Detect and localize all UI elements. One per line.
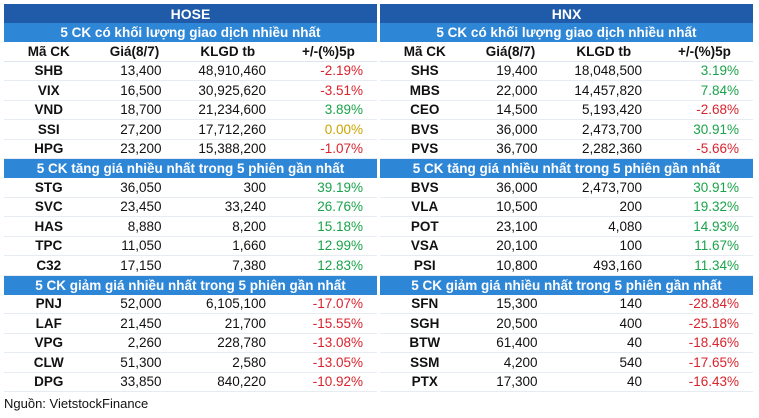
section-header (380, 159, 753, 179)
table-row (380, 314, 753, 334)
price-cell: 10,500 (470, 197, 552, 217)
stock-symbol: VLA (380, 197, 470, 217)
section-header (380, 275, 753, 295)
price-cell: 14,500 (470, 100, 552, 120)
volume-cell: 840,220 (176, 372, 280, 392)
change-cell: 39.19% (280, 178, 377, 197)
volume-cell: 2,473,700 (552, 120, 656, 140)
price-cell: 4,200 (470, 353, 552, 373)
stock-symbol: HPG (4, 139, 94, 159)
table-row (380, 236, 753, 256)
change-cell: -25.18% (656, 314, 753, 334)
price-cell: 61,400 (470, 333, 552, 353)
volume-cell: 15,388,200 (176, 139, 280, 159)
stock-symbol: TPC (4, 236, 94, 256)
exchange-title: HNX (380, 4, 753, 23)
price-cell: 21,450 (94, 314, 176, 334)
hose-exchange-header (4, 4, 377, 23)
stock-symbol: VND (4, 100, 94, 120)
table-row (380, 81, 753, 101)
price-cell: 16,500 (94, 81, 176, 101)
volume-cell: 8,200 (176, 217, 280, 237)
table-row (380, 139, 753, 159)
change-cell: -28.84% (656, 295, 753, 314)
hnx-panel (380, 4, 753, 394)
table-row (380, 353, 753, 373)
table-row (4, 236, 377, 256)
stock-symbol: BTW (380, 333, 470, 353)
stock-symbol: PNJ (4, 295, 94, 314)
stock-symbol: SGH (380, 314, 470, 334)
stock-symbol: C32 (4, 256, 94, 276)
table-row (4, 295, 377, 314)
change-cell: -15.55% (280, 314, 377, 334)
table-row (380, 120, 753, 140)
change-cell: -2.19% (280, 61, 377, 81)
change-cell: -17.65% (656, 353, 753, 373)
volume-cell: 40 (552, 372, 656, 392)
table-row (4, 61, 377, 81)
price-cell: 51,300 (94, 353, 176, 373)
section-title: 5 CK có khối lượng giao dịch nhiều nhất (380, 23, 753, 42)
table-row (4, 217, 377, 237)
price-cell: 11,050 (94, 236, 176, 256)
volume-cell: 48,910,460 (176, 61, 280, 81)
section-title: 5 CK tăng giá nhiều nhất trong 5 phiên gần nhất (4, 159, 377, 179)
table-row (380, 372, 753, 392)
stock-symbol: SHB (4, 61, 94, 81)
volume-cell: 40 (552, 333, 656, 353)
hose-panel (4, 4, 377, 394)
section-header (4, 23, 377, 42)
change-cell: 11.67% (656, 236, 753, 256)
source-note: Nguồn: VietstockFinance (4, 396, 149, 411)
table-row (4, 256, 377, 276)
price-cell: 23,450 (94, 197, 176, 217)
change-cell: 15.18% (280, 217, 377, 237)
hose-table (4, 4, 377, 392)
price-cell: 17,150 (94, 256, 176, 276)
stock-symbol: MBS (380, 81, 470, 101)
table-row (4, 197, 377, 217)
change-cell: 30.91% (656, 178, 753, 197)
change-cell: -10.92% (280, 372, 377, 392)
price-cell: 33,850 (94, 372, 176, 392)
stock-symbol: SHS (380, 61, 470, 81)
change-cell: -17.07% (280, 295, 377, 314)
change-cell: -13.08% (280, 333, 377, 353)
section-title: 5 CK có khối lượng giao dịch nhiều nhất (4, 23, 377, 42)
stock-symbol: DPG (4, 372, 94, 392)
stock-symbol: STG (4, 178, 94, 197)
stock-symbol: VPG (4, 333, 94, 353)
volume-cell: 2,580 (176, 353, 280, 373)
change-cell: 26.76% (280, 197, 377, 217)
table-row (4, 100, 377, 120)
table-row (4, 333, 377, 353)
price-cell: 23,100 (470, 217, 552, 237)
price-cell: 13,400 (94, 61, 176, 81)
volume-cell: 14,457,820 (552, 81, 656, 101)
price-cell: 2,260 (94, 333, 176, 353)
volume-cell: 1,660 (176, 236, 280, 256)
column-header-change: +/-(%)5p (656, 42, 753, 61)
change-cell: -18.46% (656, 333, 753, 353)
stock-symbol: PVS (380, 139, 470, 159)
volume-cell: 140 (552, 295, 656, 314)
price-cell: 20,500 (470, 314, 552, 334)
stock-symbol: VIX (4, 81, 94, 101)
column-header-change: +/-(%)5p (280, 42, 377, 61)
column-header-symbol: Mã CK (380, 42, 470, 61)
change-cell: 12.83% (280, 256, 377, 276)
volume-cell: 33,240 (176, 197, 280, 217)
change-cell: 3.89% (280, 100, 377, 120)
volume-cell: 540 (552, 353, 656, 373)
volume-cell: 100 (552, 236, 656, 256)
change-cell: 19.32% (656, 197, 753, 217)
hnx-table (380, 4, 753, 392)
price-cell: 36,000 (470, 178, 552, 197)
change-cell: 14.93% (656, 217, 753, 237)
table-row (380, 197, 753, 217)
volume-cell: 400 (552, 314, 656, 334)
table-row (380, 100, 753, 120)
table-row (380, 256, 753, 276)
exchange-title: HOSE (4, 4, 377, 23)
column-headers (380, 42, 753, 61)
table-row (4, 139, 377, 159)
volume-cell: 300 (176, 178, 280, 197)
section-title: 5 CK tăng giá nhiều nhất trong 5 phiên gần nhất (380, 159, 753, 179)
section-header (380, 23, 753, 42)
stock-symbol: CLW (4, 353, 94, 373)
price-cell: 17,300 (470, 372, 552, 392)
stock-symbol: BVS (380, 178, 470, 197)
stock-symbol: VSA (380, 236, 470, 256)
section-header (4, 159, 377, 179)
volume-cell: 2,282,360 (552, 139, 656, 159)
volume-cell: 21,234,600 (176, 100, 280, 120)
table-row (4, 81, 377, 101)
stock-symbol: HAS (4, 217, 94, 237)
table-row (380, 178, 753, 197)
stock-symbol: CEO (380, 100, 470, 120)
stock-symbol: LAF (4, 314, 94, 334)
price-cell: 36,000 (470, 120, 552, 140)
table-row (380, 295, 753, 314)
volume-cell: 30,925,620 (176, 81, 280, 101)
price-cell: 36,700 (470, 139, 552, 159)
volume-cell: 5,193,420 (552, 100, 656, 120)
volume-cell: 18,048,500 (552, 61, 656, 81)
change-cell: 7.84% (656, 81, 753, 101)
change-cell: -16.43% (656, 372, 753, 392)
change-cell: 3.19% (656, 61, 753, 81)
change-cell: 0.00% (280, 120, 377, 140)
price-cell: 18,700 (94, 100, 176, 120)
change-cell: -13.05% (280, 353, 377, 373)
stock-symbol: PTX (380, 372, 470, 392)
column-header-volume: KLGD tb (552, 42, 656, 61)
change-cell: -2.68% (656, 100, 753, 120)
volume-cell: 200 (552, 197, 656, 217)
column-header-price: Giá(8/7) (94, 42, 176, 61)
column-headers (4, 42, 377, 61)
column-header-volume: KLGD tb (176, 42, 280, 61)
stock-symbol: SFN (380, 295, 470, 314)
table-row (380, 333, 753, 353)
change-cell: -1.07% (280, 139, 377, 159)
price-cell: 36,050 (94, 178, 176, 197)
stock-symbol: POT (380, 217, 470, 237)
section-title: 5 CK giảm giá nhiều nhất trong 5 phiên gần nhất (4, 275, 377, 295)
table-row (4, 178, 377, 197)
stock-symbol: SSI (4, 120, 94, 140)
change-cell: 12.99% (280, 236, 377, 256)
price-cell: 27,200 (94, 120, 176, 140)
price-cell: 22,000 (470, 81, 552, 101)
price-cell: 8,880 (94, 217, 176, 237)
section-title: 5 CK giảm giá nhiều nhất trong 5 phiên gần nhất (380, 275, 753, 295)
volume-cell: 228,780 (176, 333, 280, 353)
change-cell: 11.34% (656, 256, 753, 276)
volume-cell: 6,105,100 (176, 295, 280, 314)
table-row (380, 217, 753, 237)
table-row (4, 372, 377, 392)
volume-cell: 21,700 (176, 314, 280, 334)
price-cell: 52,000 (94, 295, 176, 314)
price-cell: 19,400 (470, 61, 552, 81)
column-header-price: Giá(8/7) (470, 42, 552, 61)
price-cell: 10,800 (470, 256, 552, 276)
change-cell: -5.66% (656, 139, 753, 159)
volume-cell: 4,080 (552, 217, 656, 237)
volume-cell: 17,712,260 (176, 120, 280, 140)
change-cell: -3.51% (280, 81, 377, 101)
volume-cell: 493,160 (552, 256, 656, 276)
volume-cell: 7,380 (176, 256, 280, 276)
price-cell: 20,100 (470, 236, 552, 256)
stock-symbol: BVS (380, 120, 470, 140)
table-row (4, 353, 377, 373)
section-header (4, 275, 377, 295)
hnx-exchange-header (380, 4, 753, 23)
table-row (4, 314, 377, 334)
volume-cell: 2,473,700 (552, 178, 656, 197)
column-header-symbol: Mã CK (4, 42, 94, 61)
stock-symbol: SSM (380, 353, 470, 373)
tables-container (4, 4, 754, 394)
stock-symbol: SVC (4, 197, 94, 217)
price-cell: 15,300 (470, 295, 552, 314)
table-row (380, 61, 753, 81)
change-cell: 30.91% (656, 120, 753, 140)
stock-symbol: PSI (380, 256, 470, 276)
price-cell: 23,200 (94, 139, 176, 159)
table-row (4, 120, 377, 140)
